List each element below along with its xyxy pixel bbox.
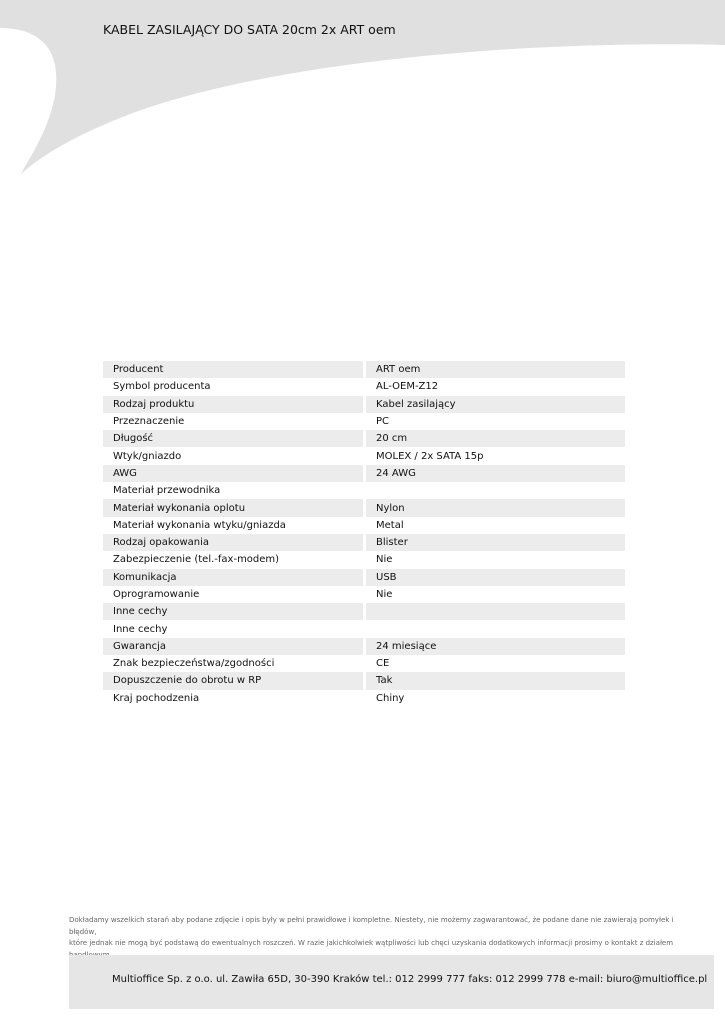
spec-name: AWG: [103, 465, 363, 482]
spec-value: 24 miesiące: [363, 638, 625, 655]
spec-value: Nie: [363, 551, 625, 568]
spec-name: Rodzaj produktu: [103, 396, 363, 413]
spec-value: [363, 603, 625, 620]
spec-row: [103, 430, 625, 447]
spec-row: [103, 690, 625, 707]
footer-contact-box: [69, 955, 714, 1009]
spec-value: USB: [363, 569, 625, 586]
spec-row: [103, 638, 625, 655]
spec-row: [103, 655, 625, 672]
spec-value: [363, 620, 625, 637]
spec-row: [103, 482, 625, 499]
spec-name: Zabezpieczenie (tel.-fax-modem): [113, 554, 280, 566]
spec-name: Gwarancja: [103, 638, 363, 655]
spec-name: Znak bezpieczeństwa/zgodności: [113, 658, 275, 670]
spec-value: Nylon: [363, 499, 625, 516]
spec-value: Nie: [363, 586, 625, 603]
spec-row: [103, 620, 625, 637]
spec-name: Inne cechy: [113, 623, 168, 635]
spec-value: Chiny: [363, 690, 625, 707]
spec-row: [103, 672, 625, 689]
spec-value: PC: [363, 413, 625, 430]
spec-value: Tak: [363, 672, 625, 689]
spec-row: [103, 447, 625, 464]
spec-row: [103, 378, 625, 395]
footer-contact-text: Multioffice Sp. z o.o. ul. Zawiła 65D, 30-390 Kraków tel.: 012 2999 777 faks: 012 2999 778 e-mail: biuro@multioffice.pl: [112, 974, 708, 985]
spec-name: Długość: [103, 430, 363, 447]
spec-row: [103, 413, 625, 430]
page-title: KABEL ZASILAJĄCY DO SATA 20cm 2x ART oem: [103, 22, 396, 37]
spec-name: Materiał wykonania oplotu: [103, 499, 363, 516]
spec-name: Dopuszczenie do obrotu w RP: [103, 672, 363, 689]
specification-table: [103, 361, 625, 707]
spec-name: Inne cechy: [103, 603, 363, 620]
spec-name: Przeznaczenie: [113, 416, 185, 428]
spec-row: [103, 465, 625, 482]
spec-name: Symbol producenta: [113, 381, 211, 393]
spec-row: [103, 569, 625, 586]
spec-value: [363, 482, 625, 499]
spec-value: CE: [363, 655, 625, 672]
spec-value: Metal: [363, 517, 625, 534]
spec-row: [103, 603, 625, 620]
spec-value: AL-OEM-Z12: [363, 378, 625, 395]
spec-row: [103, 534, 625, 551]
spec-name: Materiał przewodnika: [113, 485, 221, 497]
spec-value: MOLEX / 2x SATA 15p: [363, 447, 625, 464]
spec-value: Blister: [363, 534, 625, 551]
spec-name: Producent: [103, 361, 363, 378]
spec-value: 24 AWG: [363, 465, 625, 482]
spec-name: Wtyk/gniazdo: [113, 450, 182, 462]
spec-name: Materiał wykonania wtyku/gniazda: [113, 519, 286, 531]
spec-name: Kraj pochodzenia: [113, 692, 200, 704]
spec-row: [103, 551, 625, 568]
spec-name: Rodzaj opakowania: [103, 534, 363, 551]
spec-name: Komunikacja: [103, 569, 363, 586]
disclaimer-line: Dokładamy wszelkich starań aby podane zdjęcie i opis były w pełni prawidłowe i kompletne. Niestety, nie możemy zagwarantować, że podane dane nie zawierają pomyłek i błędów,: [69, 916, 674, 936]
spec-row: [103, 517, 625, 534]
spec-value: ART oem: [363, 361, 625, 378]
spec-row: [103, 396, 625, 413]
spec-value: 20 cm: [363, 430, 625, 447]
spec-row: [103, 361, 625, 378]
spec-name: Oprogramowanie: [113, 589, 200, 600]
spec-value: Kabel zasilający: [363, 396, 625, 413]
spec-row: [103, 499, 625, 516]
disclaimer-line: które jednak nie mogą być podstawą do ewentualnych roszczeń. W razie jakichkolwiek wątpliwości lub chęci uzyskania dodatkowych informacji prosimy o kontakt z działem: [69, 939, 674, 947]
spec-row: [103, 586, 625, 603]
